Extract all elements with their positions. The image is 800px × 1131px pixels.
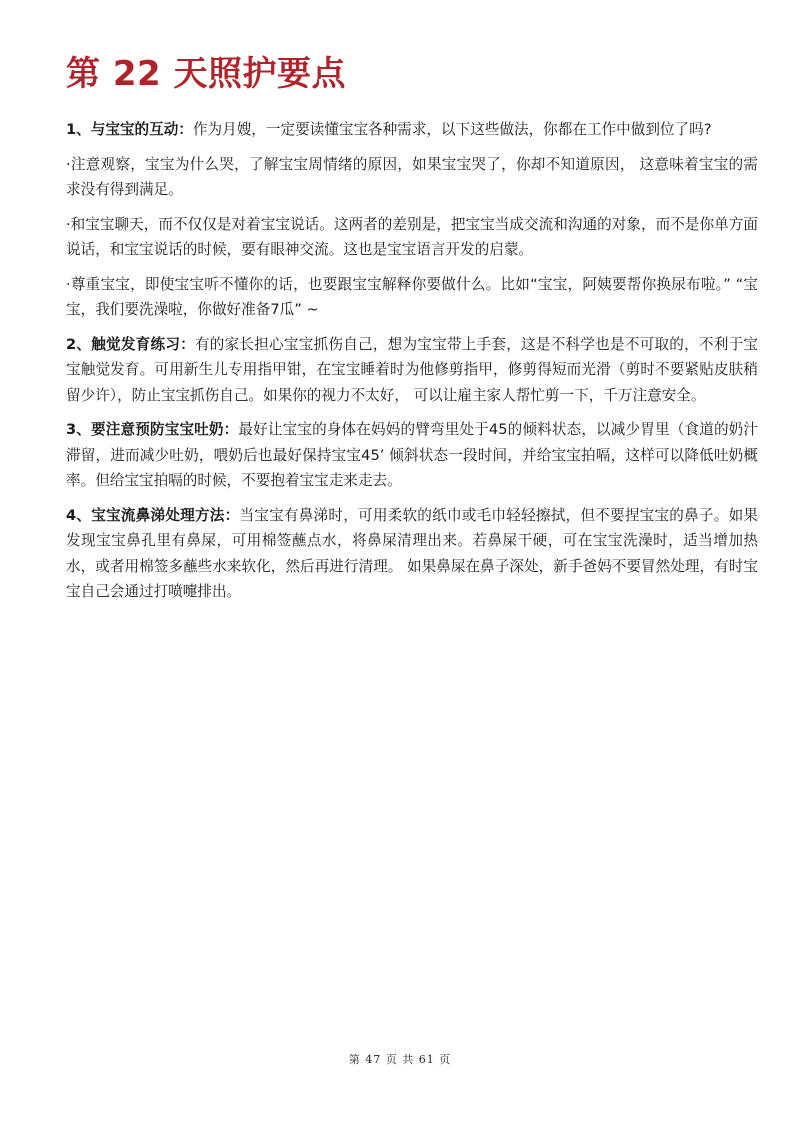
page-footer: 第 47 页 共 61 页 (348, 1053, 452, 1066)
section-heading: 4、宝宝流鼻涕处理方法： (66, 506, 240, 524)
paragraph-spit-up (66, 417, 758, 494)
paragraph-text: ·尊重宝宝，即使宝宝听不懂你的话，也要跟宝宝解释你要做什么。比如“宝宝，阿姨要帮你换尿布啦。” “宝宝，我们要洗澡啦，你做好准备7瓜” ~ (66, 275, 758, 318)
page-title: 第 22 天照护要点 (66, 54, 346, 94)
paragraph-interaction (66, 117, 758, 143)
paragraph-chat (66, 212, 758, 263)
paragraph-text: 最好让宝宝的身体在妈妈的臂弯里处于45的倾料状态，以减少胃里（食道的奶汁滞留，进而减少吐奶，喂奶后也最好保持宝宝45’ 倾斜状态一段时间，并给宝宝拍嗝，这样可以降低吐奶概率。但给宝宝拍嗝的时候，不要抱着宝宝走来走去。 (66, 421, 759, 489)
paragraph-respect (66, 272, 758, 323)
paragraph-text: 有的家长担心宝宝抓伤自己，想为宝宝带上手套，这是不科学也是不可取的，不利于宝宝触觉发育。可用新生儿专用指甲钳，在宝宝睡着时为他修剪指甲，修剪得短而光滑（剪时不要紧贴皮肤稍留少许），防止宝宝抓伤自己。如果你的视力不太好， 可以让雇主家人帮忙剪一下，千万注意安全。 (66, 335, 758, 404)
paragraph-touch (66, 332, 758, 409)
section-heading: 2、触觉发育练习： (66, 335, 195, 353)
paragraph-text: 当宝宝有鼻涕时，可用柔软的纸巾或毛巾轻轻擦拭，但不要捏宝宝的鼻子。如果发现宝宝鼻孔里有鼻屎，可用棉签蘸点水，将鼻屎清理出来。若鼻屎干硬，可在宝宝洗澡时，适当增加热水，或者用棉签多蘸些水来软化，然后再进行清理。 如果鼻屎在鼻子深处，新手爸妈不要冒然处理，有时宝宝自己会通过打喷嚏排出。 (66, 506, 758, 600)
paragraph-text: 作为月嫂，一定要读懂宝宝各种需求，以下这些做法，你都在工作中做到位了吗? (192, 121, 712, 138)
paragraph-observe (66, 152, 758, 203)
section-heading: 1、与宝宝的互动： (66, 121, 193, 138)
paragraph-text: ·注意观察，宝宝为什么哭，了解宝宝周情绪的原因，如果宝宝哭了，你却不知道原因， 这意味着宝宝的需求没有得到满足。 (66, 155, 758, 198)
paragraph-text: ·和宝宝聊天，而不仅仅是对着宝宝说话。这两者的差别是，把宝宝当成交流和沟通的对象，而不是你单方面说话，和宝宝说话的时候，要有眼神交流。这也是宝宝语言开发的启蒙。 (66, 215, 758, 258)
paragraph-runny-nose (66, 503, 758, 605)
document-body (66, 117, 758, 614)
section-heading: 3、要注意预防宝宝吐奶： (66, 421, 239, 438)
